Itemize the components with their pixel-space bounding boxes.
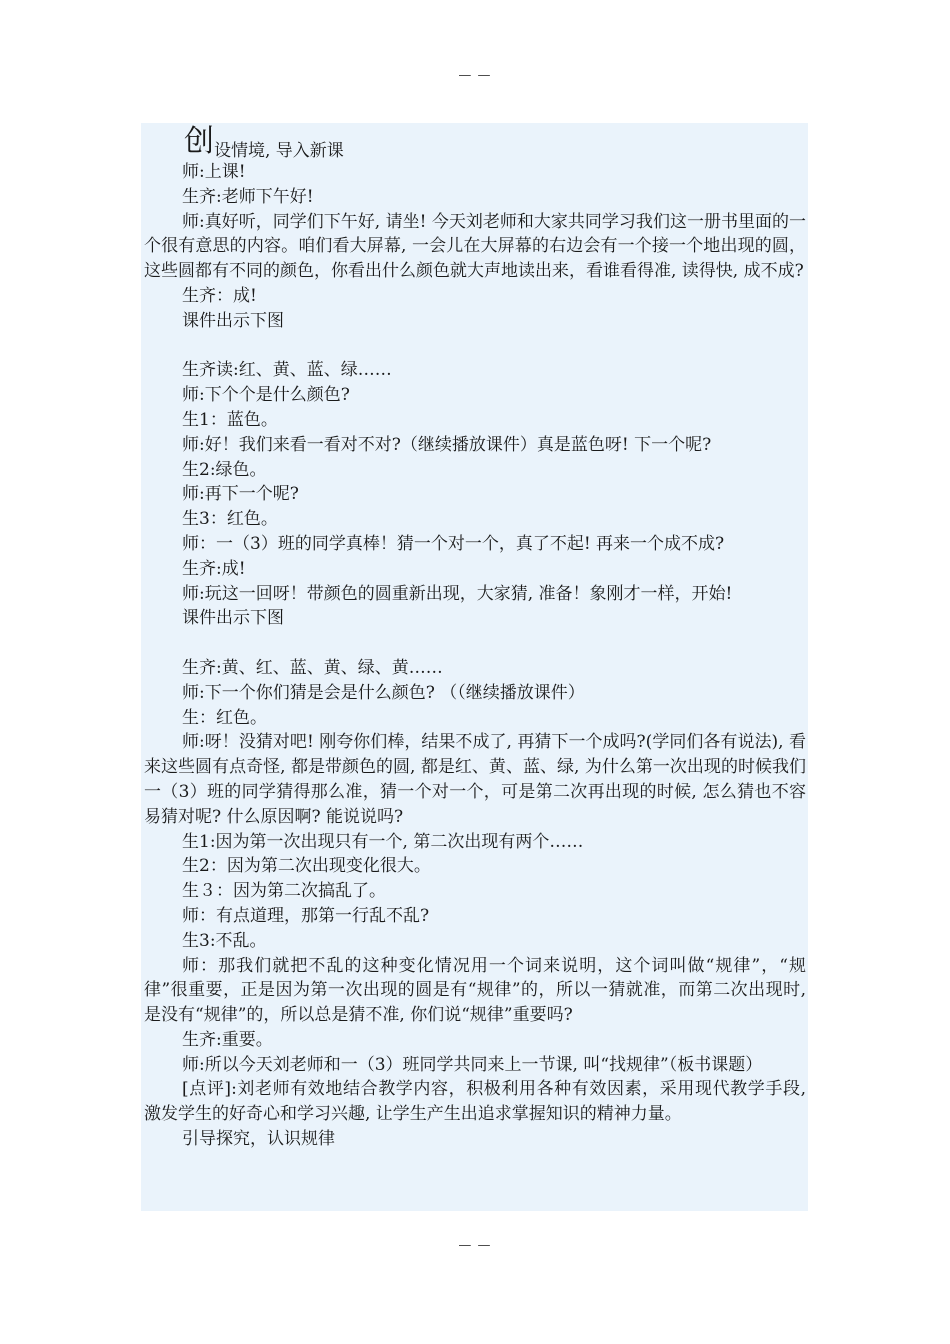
- transcript-paragraph: 师:玩这一回呀！带颜色的圆重新出现，大家猜, 准备！象刚才一样，开始!: [182, 583, 733, 604]
- transcript-paragraph: 师:所以今天刘老师和一（3）班同学共同来上一节课, 叫“找规律”（板书课题）: [182, 1054, 763, 1075]
- transcript-paragraph: 生1:因为第一次出现只有一个, 第二次出现有两个……: [182, 831, 584, 852]
- transcript-paragraph: 师:呀！没猜对吧! 刚夸你们棒，结果不成了, 再猜下一个成吗?(学同们各有说法), 看来这些圆有点奇怪, 都是带颜色的圆, 都是红、黄、蓝、绿, 为什么第一次出现的时候我们一（3）班的同学猜得那么准，猜一个对一个，可是第二次再出现的时候, 怎么猜也不容易猜对呢? 什么原因啊? 能说说吗?: [144, 732, 806, 827]
- transcript-paragraph: 生齐:黄、红、蓝、黄、绿、黄……: [182, 657, 443, 678]
- transcript-paragraph: [点评]:刘老师有效地结合教学内容，积极利用各种有效因素，采用现代教学手段, 激发学生的好奇心和学习兴趣, 让学生产生出追求掌握知识的精神力量。: [144, 1079, 806, 1125]
- transcript-paragraph: 生3：红色。: [182, 509, 278, 530]
- transcript-paragraph: 生1：蓝色。: [182, 409, 278, 430]
- transcript-paragraph: 生齐：成!: [182, 285, 257, 306]
- transcript-paragraph: 课件出示下图: [182, 310, 284, 331]
- section-heading: [144, 123, 806, 160]
- transcript-paragraph: 生3:不乱。: [182, 930, 267, 951]
- heading-initial: 创: [184, 124, 214, 159]
- transcript-paragraph: 师：有点道理，那第一行乱不乱?: [182, 905, 430, 926]
- transcript-paragraph: 生３：因为第二次搞乱了。: [182, 881, 386, 902]
- transcript-paragraph: 课件出示下图: [182, 608, 284, 629]
- lesson-transcript: [141, 123, 808, 1211]
- page-footer-mark: — —: [458, 1238, 492, 1253]
- transcript-paragraph: 引导探究，认识规律: [182, 1129, 335, 1150]
- transcript-paragraph: 师：那我们就把不乱的这种变化情况用一个词来说明，这个词叫做“规律”，“规律”很重要，正是因为第一次出现的圆是有“规律”的，所以一猜就准，而第二次出现时, 是没有“规律”的，所以总是猜不准, 你们说“规律”重要吗?: [144, 955, 806, 1026]
- blank-line: [144, 334, 806, 359]
- transcript-paragraph: 师:下个个是什么颜色?: [182, 385, 350, 406]
- transcript-paragraph: 师:真好听，同学们下午好, 请坐! 今天刘老师和大家共同学习我们这一册书里面的一个很有意思的内容。咱们看大屏幕, 一会儿在大屏幕的右边会有一个接一个地出现的圆，这些圆都有不同的颜色，你看出什么颜色就大声地读出来，看谁看得准, 读得快, 成不成?: [144, 211, 806, 282]
- transcript-paragraph: 生齐:老师下午好!: [182, 186, 314, 207]
- transcript-paragraph: 生2:绿色。: [182, 459, 267, 480]
- page-header-mark: — —: [458, 68, 492, 83]
- transcript-paragraph: 师:好！我们来看一看对不对?（继续播放课件）真是蓝色呀! 下一个呢?: [182, 434, 712, 455]
- transcript-paragraph: 师:上课!: [182, 162, 246, 182]
- transcript-paragraph: 生齐读:红、黄、蓝、绿……: [182, 360, 392, 381]
- transcript-paragraph: 生：红色。: [182, 707, 267, 728]
- transcript-paragraph: 师:下一个你们猜是会是什么颜色? （（继续播放课件）: [182, 682, 585, 703]
- transcript-paragraph: 生齐:重要。: [182, 1029, 273, 1050]
- transcript-paragraph: 师:再下一个呢?: [182, 484, 299, 505]
- transcript-paragraph: 师：一（3）班的同学真棒！猜一个对一个，真了不起! 再来一个成不成?: [182, 533, 725, 554]
- heading-text: 设情境, 导入新课: [214, 141, 344, 161]
- transcript-paragraph: 生齐:成!: [182, 558, 246, 579]
- transcript-paragraph: 生2：因为第二次出现变化很大。: [182, 856, 431, 877]
- blank-line: [144, 631, 806, 656]
- transcript-body: [144, 160, 806, 1152]
